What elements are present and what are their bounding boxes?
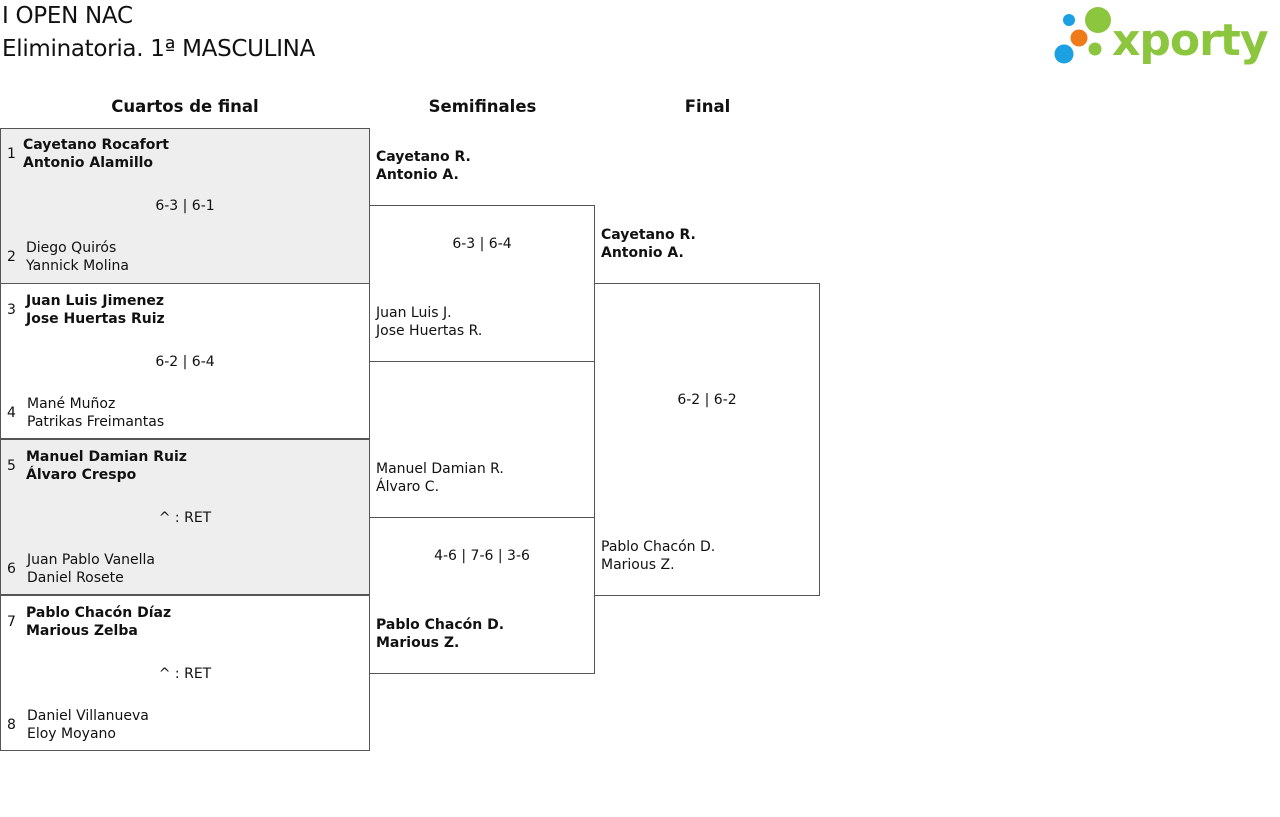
quarterfinal-match-2[interactable] — [0, 283, 370, 439]
tournament-title: I OPEN NAC — [2, 3, 133, 29]
player-name: Diego Quirós — [26, 240, 117, 256]
player-name: Juan Luis J. — [376, 305, 452, 321]
seed-number: 7 — [7, 614, 16, 630]
semifinal-2-score: 4-6 | 7-6 | 3-6 — [434, 548, 530, 564]
player-name: Álvaro C. — [376, 479, 440, 495]
seed-number: 2 — [7, 249, 16, 265]
player-name: Yannick Molina — [26, 258, 129, 274]
seed-number: 8 — [7, 717, 16, 733]
logo-dot-green-large — [1085, 7, 1111, 33]
seed-number: 6 — [7, 561, 16, 577]
seed-number: 5 — [7, 458, 16, 474]
player-name: Marious Z. — [376, 635, 460, 651]
loser-pair — [26, 239, 129, 275]
round-heading-quarterfinals: Cuartos de final — [111, 97, 259, 116]
logo-dot-green-small — [1089, 43, 1102, 56]
player-name: Cayetano R. — [601, 227, 696, 243]
player-name: Manuel Damian Ruiz — [26, 449, 187, 465]
semifinal-1-loser-pair — [376, 304, 482, 340]
quarterfinal-match-4[interactable] — [0, 595, 370, 751]
round-heading-semifinals: Semifinales — [428, 97, 537, 116]
player-name: Antonio Alamillo — [23, 155, 154, 171]
seed-number: 3 — [7, 302, 16, 318]
quarterfinal-match-1[interactable] — [0, 128, 370, 284]
player-name: Cayetano Rocafort — [23, 137, 169, 153]
logo-dot-blue — [1055, 45, 1074, 64]
draw-subtitle: Eliminatoria. 1ª MASCULINA — [2, 36, 316, 62]
player-name: Jose Huertas Ruiz — [26, 311, 165, 327]
player-name: Marious Z. — [601, 557, 675, 573]
player-name: Pablo Chacón D. — [601, 539, 716, 555]
seed-number: 1 — [7, 146, 16, 162]
player-name: Cayetano R. — [376, 149, 471, 165]
winner-pair — [26, 292, 165, 328]
semifinal-1-winner-pair — [376, 148, 471, 184]
final-winner-pair — [601, 226, 696, 262]
player-name: Daniel Villanueva — [27, 708, 149, 724]
player-name: Marious Zelba — [26, 623, 138, 639]
logo-dot-blue-small — [1063, 14, 1075, 26]
round-heading-final: Final — [684, 97, 731, 116]
xporty-logo — [1050, 4, 1276, 68]
player-name: Pablo Chacón Díaz — [26, 605, 172, 621]
player-name: Pablo Chacón D. — [376, 617, 505, 633]
quarterfinal-match-3[interactable] — [0, 439, 370, 595]
seed-number: 4 — [7, 405, 16, 421]
loser-pair — [27, 551, 155, 587]
player-name: Álvaro Crespo — [26, 467, 137, 483]
player-name: Antonio A. — [601, 245, 684, 261]
player-name: Jose Huertas R. — [376, 323, 483, 339]
match-score: ^ : RET — [158, 510, 212, 526]
winner-pair — [26, 448, 187, 484]
loser-pair — [27, 395, 164, 431]
semifinal-2-winner-pair — [376, 616, 504, 652]
logo-wordmark: xporty — [1112, 15, 1268, 66]
player-name: Juan Pablo Vanella — [27, 552, 156, 568]
player-name: Eloy Moyano — [27, 726, 116, 742]
semifinal-1-score: 6-3 | 6-4 — [452, 236, 512, 252]
match-score: 6-2 | 6-4 — [155, 354, 215, 370]
final-loser-pair — [601, 538, 715, 574]
final-score: 6-2 | 6-2 — [677, 392, 737, 408]
player-name: Juan Luis Jimenez — [26, 293, 165, 309]
player-name: Patrikas Freimantas — [27, 414, 165, 430]
winner-pair — [26, 604, 171, 640]
loser-pair — [27, 707, 149, 743]
player-name: Daniel Rosete — [27, 570, 124, 586]
match-score: 6-3 | 6-1 — [155, 198, 215, 214]
player-name: Antonio A. — [376, 167, 459, 183]
logo-dot-orange — [1071, 30, 1088, 47]
semifinal-2-loser-pair — [376, 460, 504, 496]
player-name: Manuel Damian R. — [376, 461, 504, 477]
match-score: ^ : RET — [158, 666, 212, 682]
winner-pair — [23, 136, 169, 172]
player-name: Mané Muñoz — [27, 396, 116, 412]
